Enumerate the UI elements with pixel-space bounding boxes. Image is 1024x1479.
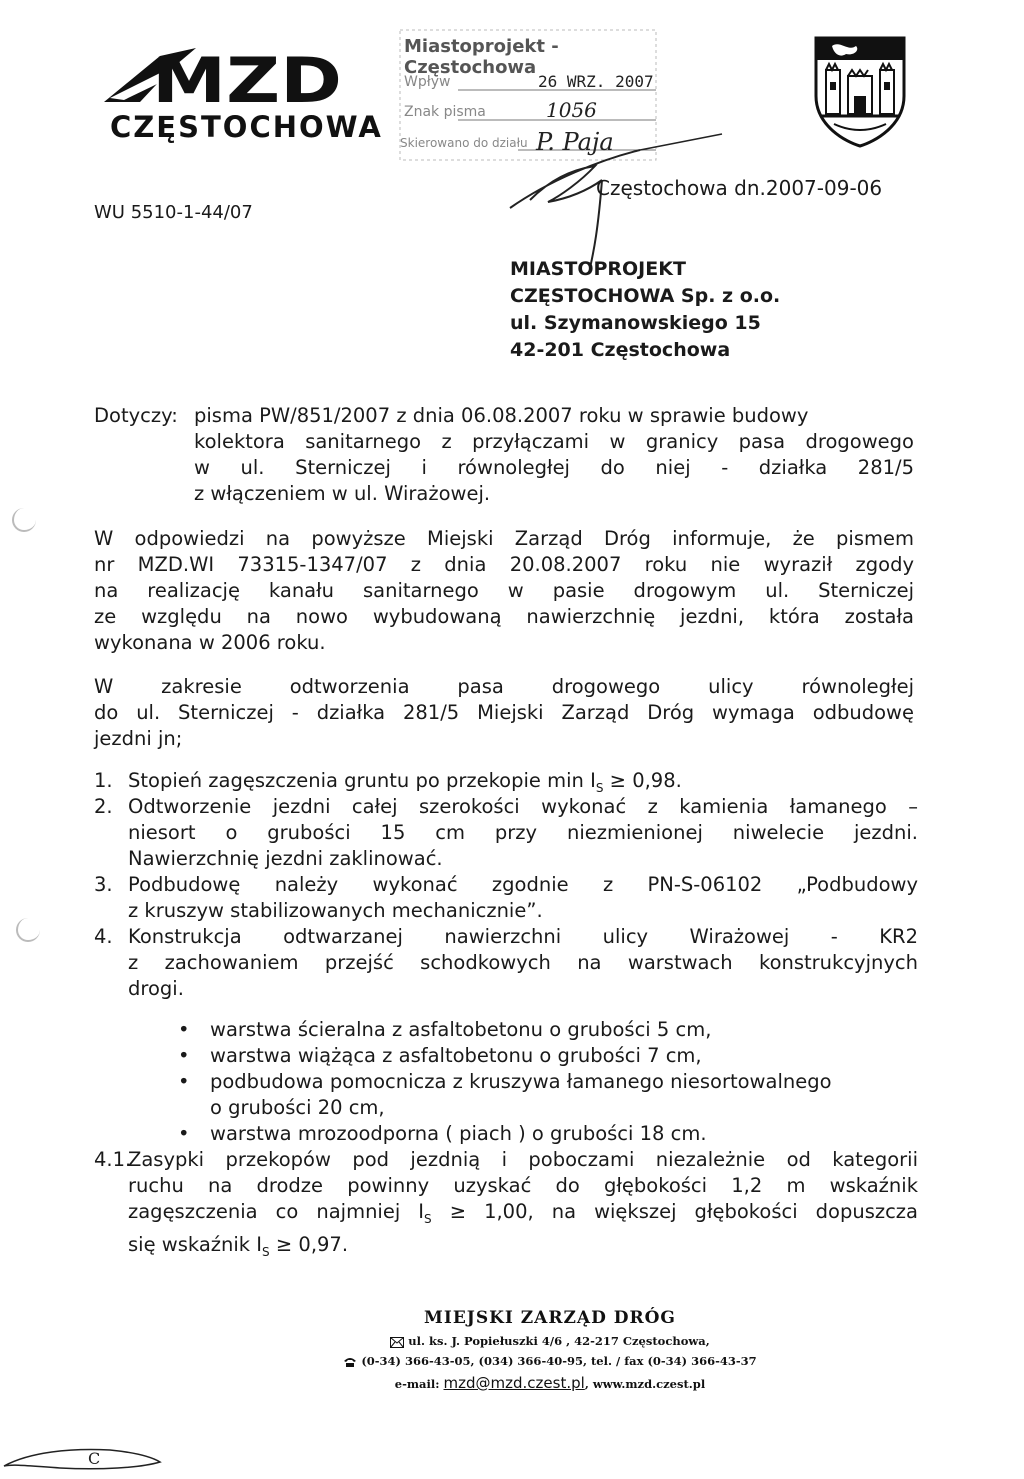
recipient-address [510,256,780,364]
subject-line: kolektora sanitarnego z przyłączami w granicy pasa drogowego [194,430,914,453]
layer-text: warstwa ścieralna z asfaltobetonu o grubości 5 cm, [210,1018,712,1041]
layer-text: podbudowa pomocnicza z kruszywa łamanego niesortowalnego o grubości 20 cm, [210,1070,832,1119]
stamp-assigned-label: Skierowano do działu [400,136,528,150]
subject-line: w ul. Sterniczej i równoległej do niej - działka 281/5 [194,456,914,479]
document-date: Częstochowa dn.2007-09-06 [596,176,883,200]
paragraph-line: wykonana w 2006 roku. [94,631,326,654]
footer-phones: (0-34) 366-43-05, (034) 366-40-95, tel. / fax (0-34) 366-43-37 [270,1354,830,1368]
city-coat-of-arms-icon [814,36,906,148]
layer-text: warstwa mrozoodporna ( piach ) o grubości 18 cm. [210,1122,707,1145]
subject-label: Dotyczy: [94,404,178,427]
bullet-icon: • [178,1122,190,1145]
bullet-icon: • [178,1044,190,1067]
margin-note-letter: C [88,1449,101,1468]
requirement-number: 2. [94,795,113,818]
subject-body [194,403,914,507]
stamp-company: Miastoprojekt - Częstochowa [404,36,559,78]
envelope-icon [390,1337,404,1348]
mzd-logo [100,40,383,150]
recipient-line-4: 42-201 Częstochowa [510,339,731,361]
requirement-number: 1. [94,769,113,792]
recipient-line-1: MIASTOPROJEKT [510,258,686,280]
paragraph-line: do ul. Sterniczej - działka 281/5 Miejski Zarząd Dróg wymaga odbudowę [94,701,914,724]
stamp-assigned-signature: P. Paja [536,128,614,156]
paragraph-line: jezdni jn; [94,727,183,750]
punch-hole-mark [16,918,40,942]
requirement-number: 4. [94,925,113,948]
paragraph-line: W odpowiedzi na powyższe Miejski Zarząd Dróg informuje, że pismem [94,527,914,550]
bullet-icon: • [178,1070,190,1093]
stamp-received-date: 26 WRZ. 2007 [538,72,654,91]
stamp-ref-value: 1056 [546,98,597,122]
document-reference-number: WU 5510-1-44/07 [94,202,253,223]
logo-city: CZĘSTOCHOWA [110,110,383,144]
footer-website-link[interactable]: www.mzd.czest.pl [592,1377,706,1391]
requirement-text: Konstrukcja odtwarzanej nawierzchni ulicy Wirażowej - KR2 z zachowaniem przejść schodkowych na warstwach konstrukcyjnych drogi. [128,925,918,1000]
stamp-ref-label: Znak pisma [404,104,486,120]
subject-line: pisma PW/851/2007 z dnia 06.08.2007 roku w sprawie budowy [194,404,809,427]
recipient-line-3: ul. Szymanowskiego 15 [510,312,761,334]
phone-icon [343,1357,357,1368]
requirement-text: Zasypki przekopów pod jezdnią i poboczami niezależnie od kategorii ruchu na drodze powinny uzyskać do głębokości 1,2 m wskaźnik zagęszczenia co najmniej $I_S \ge 1,00$, na większej głębokości dopuszcza się wskaźnik $I_S \ge 0,97$. [128,1148,918,1259]
margin-handwritten-mark [0,1430,170,1476]
subject-line: z włączeniem w ul. Wirażowej. [194,482,491,505]
punch-hole-mark [12,508,36,532]
footer-web: e-mail: mzd@mzd.czest.pl, www.mzd.czest.pl [394,1374,706,1392]
requirement-text: Stopień zagęszczenia gruntu po przekopie $\min I_S \ge 0,98$. [128,769,682,795]
footer-email-link[interactable]: mzd@mzd.czest.pl [443,1374,585,1392]
mzd-logo-mark [100,40,350,120]
footer-contact [270,1308,830,1392]
requirement-text: Odtworzenie jezdni całej szerokości wykonać z kamienia łamanego – niesort o grubości 15 cm przy niezmienionej niwelecie jezdni. Nawierzchnię jezdni zaklinować. [128,795,918,870]
paragraph-line: ze względu na nowo wybudowaną nawierzchnię jezdni, która została [94,605,914,628]
layer-text: warstwa wiążąca z asfaltobetonu o grubości 7 cm, [210,1044,702,1067]
logo-letters: MZD [152,44,342,117]
paragraph-line: na realizację kanału sanitarnego w pasie drogowym ul. Sterniczej [94,579,914,602]
stamp-received-label: Wpływ [404,74,451,90]
requirement-number: 3. [94,873,113,896]
paragraph-response [94,526,914,656]
bullet-icon: • [178,1018,190,1041]
requirement-text: Podbudowę należy wykonać zgodnie z PN-S-06102 „Podbudowy z kruszyw stabilizowanych mechanicznie”. [128,873,918,922]
paragraph-scope [94,674,914,752]
paragraph-line: W zakresie odtworzenia pasa drogowego ulicy równoległej [94,675,914,698]
requirement-number: 4.1. [94,1148,132,1171]
footer-title: MIEJSKI ZARZĄD DRÓG [424,1308,676,1328]
recipient-line-2: CZĘSTOCHOWA Sp. z o.o. [510,285,781,307]
paragraph-line: nr MZD.WI 73315-1347/07 z dnia 20.08.2007 roku nie wyraził zgody [94,553,914,576]
footer-address: ul. ks. J. Popiełuszki 4/6 , 42-217 Częstochowa, [270,1334,830,1348]
